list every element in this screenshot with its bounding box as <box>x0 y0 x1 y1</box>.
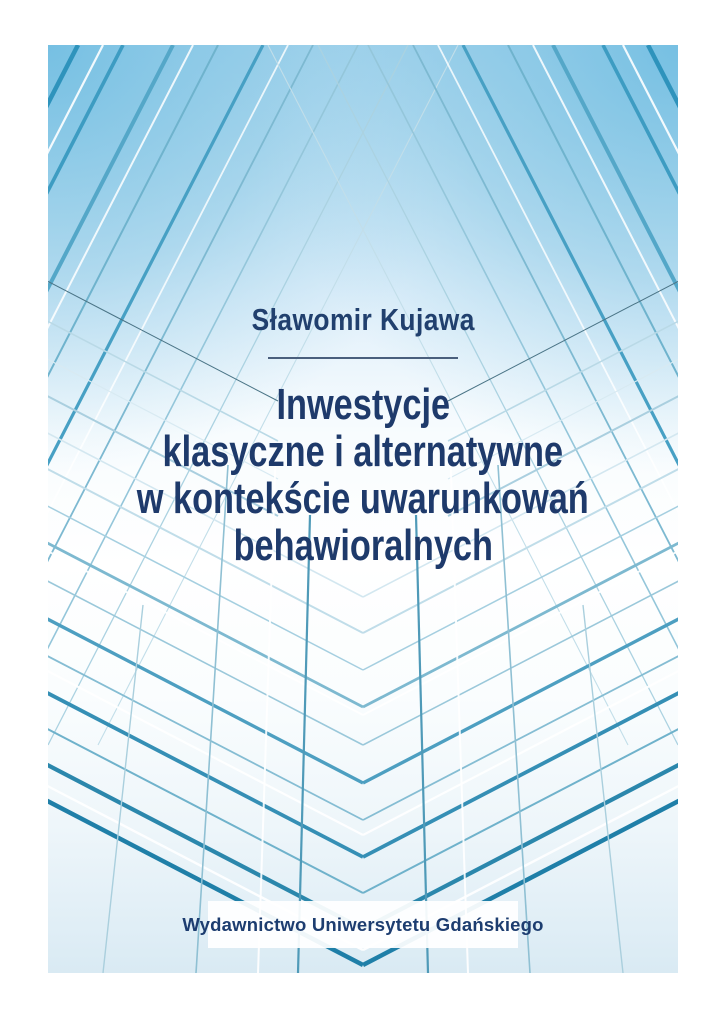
publisher-name: Wydawnictwo Uniwersytetu Gdańskiego <box>182 913 544 935</box>
book-title <box>48 381 678 569</box>
author-title-divider <box>268 357 458 359</box>
book-cover <box>48 45 678 973</box>
title-line-2: klasyczne i alternatywne <box>162 427 564 476</box>
publisher-band <box>182 901 544 948</box>
author-name-text: Sławomir Kujawa <box>251 302 475 337</box>
title-line-3: w kontekście uwarunkowań <box>136 474 590 523</box>
title-line-1: Inwestycje <box>276 380 450 429</box>
title-line-4: behawioralnych <box>233 521 493 570</box>
author-name <box>48 302 678 338</box>
